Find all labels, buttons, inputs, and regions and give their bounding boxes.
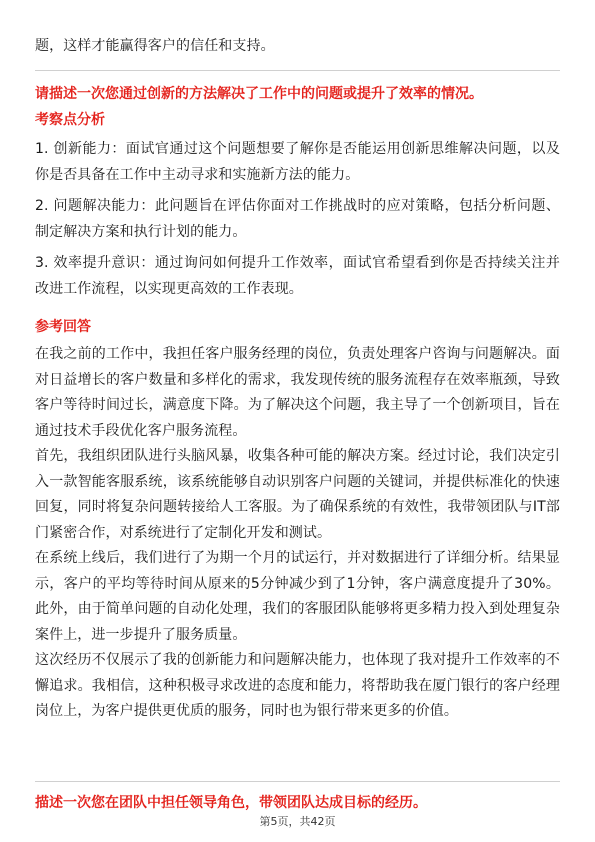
question-block: [35, 83, 560, 725]
answer-paragraph-2: 首先，我组织团队进行头脑风暴，收集各种可能的解决方案。经过讨论，我们决定引入一款智能客服系统，该系统能够自动识别客户问题的关键词，并提供标准化的快速回复，同时将复杂问题转接给人工客服。为了确保系统的有效性，我带领团队与IT部门紧密合作，对系统进行了定制化开发和测试。: [35, 448, 560, 541]
answer-paragraph-3: 在系统上线后，我们进行了为期一个月的试运行，并对数据进行了详细分析。结果显示，客户的平均等待时间从原来的5分钟减少到了1分钟，客户满意度提升了30%。此外，由于简单问题的自动化处理，我们的客服团队能够将更多精力投入到处理复杂案件上，进一步提升了服务质量。: [35, 550, 560, 643]
answer-paragraph-4: 这次经历不仅展示了我的创新能力和问题解决能力，也体现了我对提升工作效率的不懈追求。我相信，这种积极寻求改进的态度和能力，将帮助我在厦门银行的客户经理岗位上，为客户提供更优质的服务，同时也为银行带来更多的价值。: [35, 652, 560, 719]
section-divider: [35, 70, 560, 71]
question-heading: 请描述一次您通过创新的方法解决了工作中的问题或提升了效率的情况。: [35, 86, 483, 102]
analysis-list: [35, 137, 560, 302]
next-question-heading: 描述一次您在团队中担任领导角色，带领团队达成目标的经历。: [35, 795, 427, 811]
answer-label: 参考回答: [35, 319, 91, 335]
section-divider: [35, 781, 560, 782]
answer-paragraph-1: 在我之前的工作中，我担任客户服务经理的岗位，负责处理客户咨询与问题解决。面对日益增长的客户数量和多样化的需求，我发现传统的服务流程存在效率瓶颈，导致客户等待时间过长，满意度下降。为了解决这个问题，我主导了一个创新项目，旨在通过技术手段优化客户服务流程。: [35, 346, 560, 439]
answer-body: [35, 342, 560, 725]
analysis-item-3: 3. 效率提升意识：通过询问如何提升工作效率，面试官希望看到你是否持续关注并改进工作流程，以实现更高效的工作表现。: [35, 255, 560, 297]
analysis-label: 考察点分析: [35, 112, 105, 128]
analysis-item-2: 2. 问题解决能力：此问题旨在评估你面对工作挑战时的应对策略，包括分析问题、制定解决方案和执行计划的能力。: [35, 198, 560, 240]
carryover-text: 题，这样才能赢得客户的信任和支持。: [35, 38, 275, 54]
analysis-item-1: 1. 创新能力：面试官通过这个问题想要了解你是否能运用创新思维解决问题，以及你是否具备在工作中主动寻求和实施新方法的能力。: [35, 141, 560, 183]
page-number: 第5页，共42页: [259, 815, 336, 828]
document-page: [35, 0, 560, 842]
